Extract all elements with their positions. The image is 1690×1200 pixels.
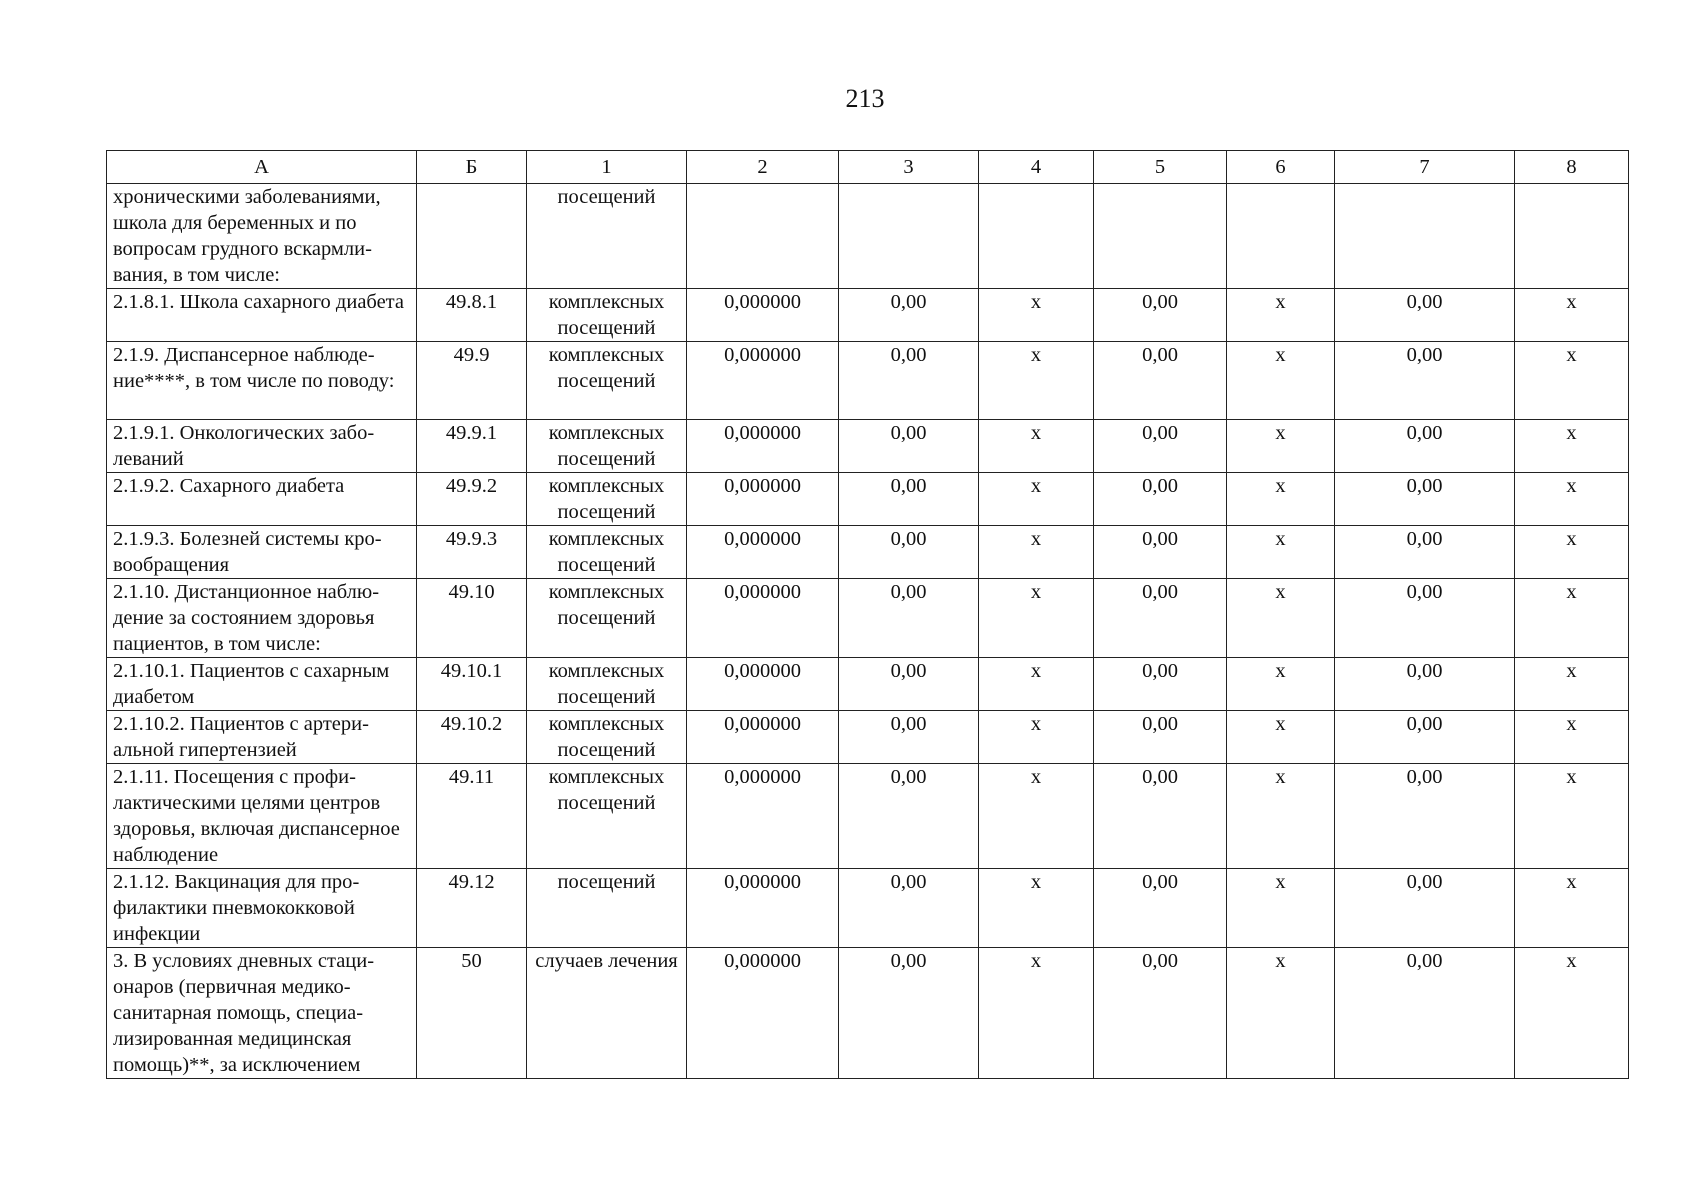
col-4-cell: х — [979, 869, 1094, 948]
col-2-cell: 0,000000 — [687, 764, 839, 869]
row-code-cell: 49.10.1 — [417, 658, 527, 711]
col-4-cell: х — [979, 764, 1094, 869]
data-table — [106, 150, 1629, 1079]
col-2-cell: 0,000000 — [687, 289, 839, 342]
col-4-cell: х — [979, 579, 1094, 658]
row-name-cell: 2.1.11. Посещения с профилактическими целями центров здоровья, включая диспансерное наблюдение — [107, 764, 417, 869]
row-code-cell: 49.9.2 — [417, 473, 527, 526]
row-code-cell: 49.9 — [417, 342, 527, 420]
row-code-cell — [417, 184, 527, 289]
col-6-cell: х — [1227, 869, 1335, 948]
col-6-cell: х — [1227, 526, 1335, 579]
col-8-cell: х — [1515, 764, 1629, 869]
col-3-cell: 0,00 — [839, 289, 979, 342]
col-3-cell — [839, 184, 979, 289]
col-5-cell: 0,00 — [1094, 711, 1227, 764]
col-2-cell: 0,000000 — [687, 342, 839, 420]
table-row — [107, 711, 1629, 764]
col-4-cell: х — [979, 658, 1094, 711]
header-col-5: 5 — [1094, 151, 1227, 184]
col-5-cell: 0,00 — [1094, 289, 1227, 342]
col-2-cell: 0,000000 — [687, 473, 839, 526]
table-row — [107, 579, 1629, 658]
table-row — [107, 420, 1629, 473]
row-name-cell: 2.1.9.2. Сахарного диабета — [107, 473, 417, 526]
col-4-cell: х — [979, 948, 1094, 1079]
col-7-cell: 0,00 — [1335, 526, 1515, 579]
col-3-cell: 0,00 — [839, 948, 979, 1079]
col-8-cell: х — [1515, 658, 1629, 711]
row-unit-cell: комплексных посещений — [527, 289, 687, 342]
col-5-cell: 0,00 — [1094, 342, 1227, 420]
col-4-cell: х — [979, 289, 1094, 342]
row-unit-cell: случаев лечения — [527, 948, 687, 1079]
table-row — [107, 342, 1629, 420]
header-col-1: 1 — [527, 151, 687, 184]
col-8-cell: х — [1515, 526, 1629, 579]
col-3-cell: 0,00 — [839, 869, 979, 948]
col-3-cell: 0,00 — [839, 342, 979, 420]
col-6-cell: х — [1227, 289, 1335, 342]
row-unit-cell: посещений — [527, 869, 687, 948]
header-col-6: 6 — [1227, 151, 1335, 184]
table-row — [107, 289, 1629, 342]
row-code-cell: 49.10.2 — [417, 711, 527, 764]
header-col-7: 7 — [1335, 151, 1515, 184]
row-code-cell: 49.12 — [417, 869, 527, 948]
col-5-cell: 0,00 — [1094, 658, 1227, 711]
col-5-cell: 0,00 — [1094, 473, 1227, 526]
table-row — [107, 869, 1629, 948]
row-name-cell: 2.1.8.1. Школа сахарного диабета — [107, 289, 417, 342]
row-code-cell: 49.9.3 — [417, 526, 527, 579]
page-number: 213 — [845, 84, 885, 113]
row-unit-cell: комплексных посещений — [527, 342, 687, 420]
header-col-2: 2 — [687, 151, 839, 184]
col-2-cell: 0,000000 — [687, 658, 839, 711]
col-8-cell: х — [1515, 869, 1629, 948]
row-name-cell: хроническими заболеваниями, школа для беременных и по вопросам грудного вскармливания, в том числе: — [107, 184, 417, 289]
col-5-cell: 0,00 — [1094, 948, 1227, 1079]
row-name-cell: 2.1.12. Вакцинация для профилактики пневмококковой инфекции — [107, 869, 417, 948]
col-6-cell: х — [1227, 948, 1335, 1079]
table-row — [107, 526, 1629, 579]
col-7-cell: 0,00 — [1335, 658, 1515, 711]
row-unit-cell: комплексных посещений — [527, 658, 687, 711]
col-6-cell: х — [1227, 658, 1335, 711]
col-5-cell: 0,00 — [1094, 869, 1227, 948]
row-name-cell: 2.1.10. Дистанционное наблюдение за состоянием здоровья пациентов, в том числе: — [107, 579, 417, 658]
col-8-cell: х — [1515, 711, 1629, 764]
col-4-cell: х — [979, 526, 1094, 579]
col-2-cell: 0,000000 — [687, 948, 839, 1079]
row-name-cell: 2.1.9.1. Онкологических заболеваний — [107, 420, 417, 473]
table-row — [107, 658, 1629, 711]
col-2-cell: 0,000000 — [687, 711, 839, 764]
table-row — [107, 184, 1629, 289]
row-unit-cell: посещений — [527, 184, 687, 289]
row-code-cell: 50 — [417, 948, 527, 1079]
col-6-cell: х — [1227, 342, 1335, 420]
col-2-cell — [687, 184, 839, 289]
col-3-cell: 0,00 — [839, 658, 979, 711]
col-5-cell: 0,00 — [1094, 579, 1227, 658]
col-5-cell: 0,00 — [1094, 764, 1227, 869]
header-col-a: А — [107, 151, 417, 184]
row-name-cell: 2.1.10.1. Пациентов с сахарным диабетом — [107, 658, 417, 711]
col-8-cell — [1515, 184, 1629, 289]
col-8-cell: х — [1515, 473, 1629, 526]
col-4-cell: х — [979, 473, 1094, 526]
col-5-cell — [1094, 184, 1227, 289]
col-6-cell: х — [1227, 579, 1335, 658]
header-col-8: 8 — [1515, 151, 1629, 184]
col-7-cell: 0,00 — [1335, 948, 1515, 1079]
header-row — [107, 151, 1629, 184]
col-6-cell: х — [1227, 711, 1335, 764]
header-col-4: 4 — [979, 151, 1094, 184]
row-name-cell: 2.1.9.3. Болезней системы кровообращения — [107, 526, 417, 579]
row-name-cell: 2.1.9. Диспансерное наблюдение****, в том числе по поводу: — [107, 342, 417, 420]
row-name-cell: 2.1.10.2. Пациентов с артериальной гипертензией — [107, 711, 417, 764]
col-6-cell: х — [1227, 473, 1335, 526]
col-4-cell: х — [979, 420, 1094, 473]
col-2-cell: 0,000000 — [687, 579, 839, 658]
header-col-3: 3 — [839, 151, 979, 184]
col-3-cell: 0,00 — [839, 420, 979, 473]
col-3-cell: 0,00 — [839, 764, 979, 869]
col-3-cell: 0,00 — [839, 711, 979, 764]
col-2-cell: 0,000000 — [687, 420, 839, 473]
col-3-cell: 0,00 — [839, 473, 979, 526]
col-4-cell — [979, 184, 1094, 289]
col-5-cell: 0,00 — [1094, 420, 1227, 473]
col-7-cell: 0,00 — [1335, 342, 1515, 420]
col-2-cell: 0,000000 — [687, 526, 839, 579]
col-5-cell: 0,00 — [1094, 526, 1227, 579]
row-unit-cell: комплексных посещений — [527, 473, 687, 526]
col-8-cell: х — [1515, 342, 1629, 420]
row-code-cell: 49.11 — [417, 764, 527, 869]
col-7-cell: 0,00 — [1335, 420, 1515, 473]
col-8-cell: х — [1515, 948, 1629, 1079]
table-row — [107, 948, 1629, 1079]
col-8-cell: х — [1515, 420, 1629, 473]
col-8-cell: х — [1515, 289, 1629, 342]
col-8-cell: х — [1515, 579, 1629, 658]
col-6-cell: х — [1227, 420, 1335, 473]
row-unit-cell: комплексных посещений — [527, 420, 687, 473]
col-7-cell: 0,00 — [1335, 869, 1515, 948]
row-unit-cell: комплексных посещений — [527, 711, 687, 764]
col-7-cell: 0,00 — [1335, 473, 1515, 526]
col-7-cell — [1335, 184, 1515, 289]
col-7-cell: 0,00 — [1335, 764, 1515, 869]
row-code-cell: 49.9.1 — [417, 420, 527, 473]
col-3-cell: 0,00 — [839, 526, 979, 579]
table-row — [107, 473, 1629, 526]
col-6-cell — [1227, 184, 1335, 289]
col-7-cell: 0,00 — [1335, 711, 1515, 764]
col-2-cell: 0,000000 — [687, 869, 839, 948]
header-col-b: Б — [417, 151, 527, 184]
col-4-cell: х — [979, 711, 1094, 764]
row-code-cell: 49.8.1 — [417, 289, 527, 342]
row-unit-cell: комплексных посещений — [527, 764, 687, 869]
col-3-cell: 0,00 — [839, 579, 979, 658]
row-unit-cell: комплексных посещений — [527, 526, 687, 579]
col-4-cell: х — [979, 342, 1094, 420]
row-unit-cell: комплексных посещений — [527, 579, 687, 658]
table-row — [107, 764, 1629, 869]
col-6-cell: х — [1227, 764, 1335, 869]
row-code-cell: 49.10 — [417, 579, 527, 658]
col-7-cell: 0,00 — [1335, 289, 1515, 342]
col-7-cell: 0,00 — [1335, 579, 1515, 658]
row-name-cell: 3. В условиях дневных стационаров (первичная медико-санитарная помощь, специализированная медицинская помощь)**, за исключением — [107, 948, 417, 1079]
